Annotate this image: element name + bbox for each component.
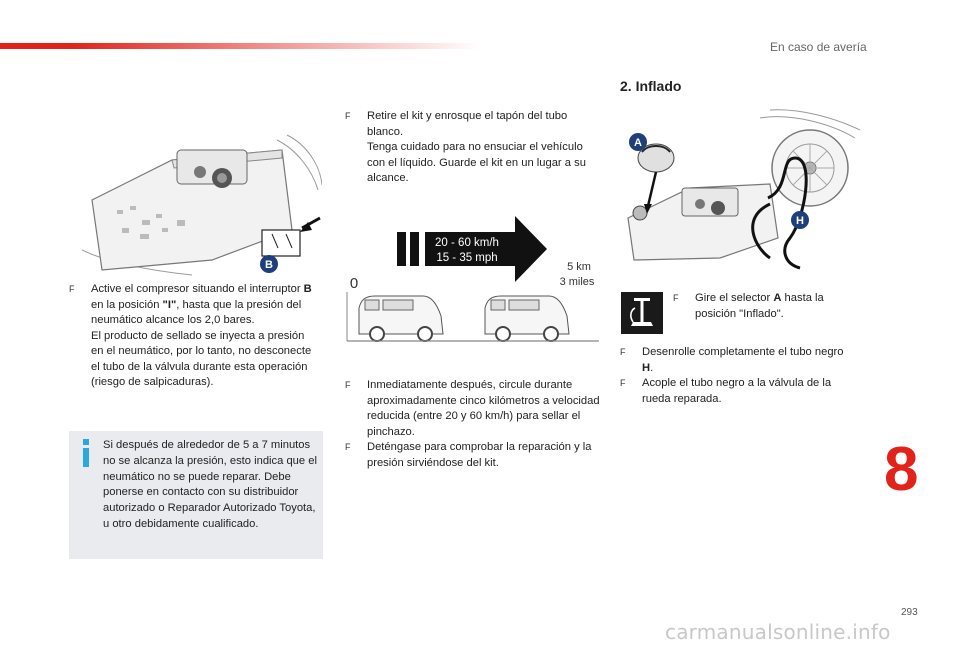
label-a: A <box>634 137 642 149</box>
inflation-hose-illustration <box>620 108 860 273</box>
info-box <box>69 431 323 559</box>
bullet-flag-icon: F <box>345 442 351 452</box>
bullet-flag-icon: F <box>69 284 75 294</box>
van-left-icon <box>359 296 443 341</box>
right-bullet-2: F Desenrolle completamente el tubo negro H. F Acople el tubo negro a la válvula de la rueda reparada. <box>620 345 852 407</box>
van-right-icon <box>485 296 569 341</box>
header-accent-bar <box>0 43 480 49</box>
chapter-title: En caso de avería <box>770 40 867 54</box>
info-icon <box>81 439 91 467</box>
bullet-flag-icon: F <box>673 293 679 303</box>
distance-miles-text: 3 miles <box>559 276 595 288</box>
label-b: B <box>265 259 273 271</box>
middle-bullet-1: F Retire el kit y enrosque el tapón del tubo blanco. Tenga cuidado para no ensuciar el vehículo con el líquido. Guarde el kit en un lugar a su alcance. <box>345 109 600 187</box>
bullet-flag-icon: F <box>345 380 351 390</box>
right-bullet-1: F Gire el selector A hasta la posición "Inflado". <box>673 291 853 322</box>
middle-bullet-2: F Inmediatamente después, circule durante aproximadamente cinco kilómetros a velocidad reducida (entre 20 y 60 km/h) para sellar el pinchazo. F Deténgase para comprobar la reparación y la presión sirviéndose del kit. <box>345 378 600 471</box>
watermark-text: carmanualsonline.info <box>665 620 891 644</box>
speed-kmh-text: 20 - 60 km/h <box>435 237 499 249</box>
compressor-switch-illustration <box>82 130 322 278</box>
label-h: H <box>796 215 804 227</box>
chapter-number: 8 <box>884 435 919 504</box>
speed-mph-text: 15 - 35 mph <box>436 252 498 264</box>
left-bullet-1: F Active el compresor situando el interruptor B en la posición "I", hasta que la presión del neumático alcance los 2,0 bares. El producto de sellado se inyecta a presión en el neumático, por lo tanto, no desconecte el tubo de la válvula durante esta operación (riesgo de salpicaduras). <box>69 282 319 391</box>
info-text: Si después de alrededor de 5 a 7 minutos no se alcanza la presión, esto indica que el neumático no se puede reparar. Debe ponerse en contacto con su distribuidor autorizado o Reparador Autorizado Toyota, u otro debidamente cualificado. <box>103 439 317 530</box>
speed-distance-illustration <box>345 212 601 342</box>
inflator-pump-icon <box>621 292 663 334</box>
page-number: 293 <box>901 607 918 618</box>
pump-icon-box <box>621 292 663 334</box>
bullet-flag-icon: F <box>345 111 351 121</box>
distance-km-text: 5 km <box>567 261 591 273</box>
start-zero-text: 0 <box>349 275 359 292</box>
bullet-flag-icon: F <box>620 378 626 388</box>
section-title-inflado: 2. Inflado <box>620 78 682 94</box>
bullet-flag-icon: F <box>620 347 626 357</box>
